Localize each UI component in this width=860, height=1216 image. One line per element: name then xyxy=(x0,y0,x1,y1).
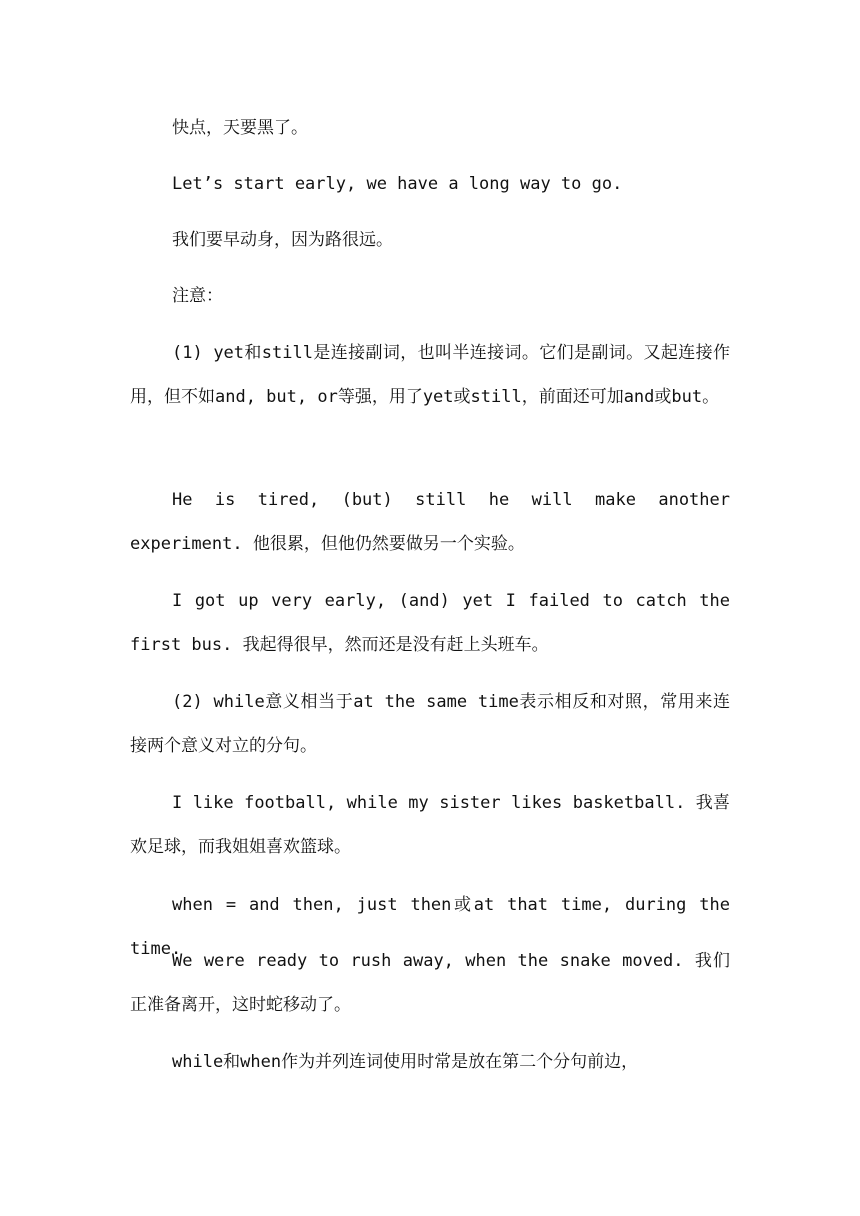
paragraph-3: 我们要早动身，因为路很远。 xyxy=(172,230,393,250)
paragraph-9: I like football, while my sister likes basketball. 我喜欢足球，而我姐姐喜欢篮球。 xyxy=(130,793,730,857)
paragraph-1: 快点，天要黑了。 xyxy=(172,118,308,138)
paragraph-8: (2) while意义相当于at the same time表示相反和对照，常用来连接两个意义对立的分句。 xyxy=(130,692,730,756)
paragraph-2: Let’s start early, we have a long way to go. xyxy=(172,174,623,194)
paragraph-5: (1) yet和still是连接副词，也叫半连接词。它们是副词。又起连接作用，但不如and, but, or等强，用了yet或still，前面还可加and或but。 xyxy=(130,343,730,407)
paragraph-11: We were ready to rush away, when the snake moved. 我们正准备离开，这时蛇移动了。 xyxy=(130,951,730,1015)
paragraph-4: 注意： xyxy=(172,286,223,306)
paragraph-7: I got up very early, (and) yet I failed to catch the first bus. 我起得很早，然而还是没有赶上头班车。 xyxy=(130,591,730,655)
paragraph-12: while和when作为并列连词使用时常是放在第二个分句前边， xyxy=(172,1052,639,1072)
paragraph-10: when = and then, just then或at that time, during the time. xyxy=(130,895,730,959)
paragraph-6: He is tired, (but) still he will make another experiment. 他很累，但他仍然要做另一个实验。 xyxy=(130,490,730,554)
